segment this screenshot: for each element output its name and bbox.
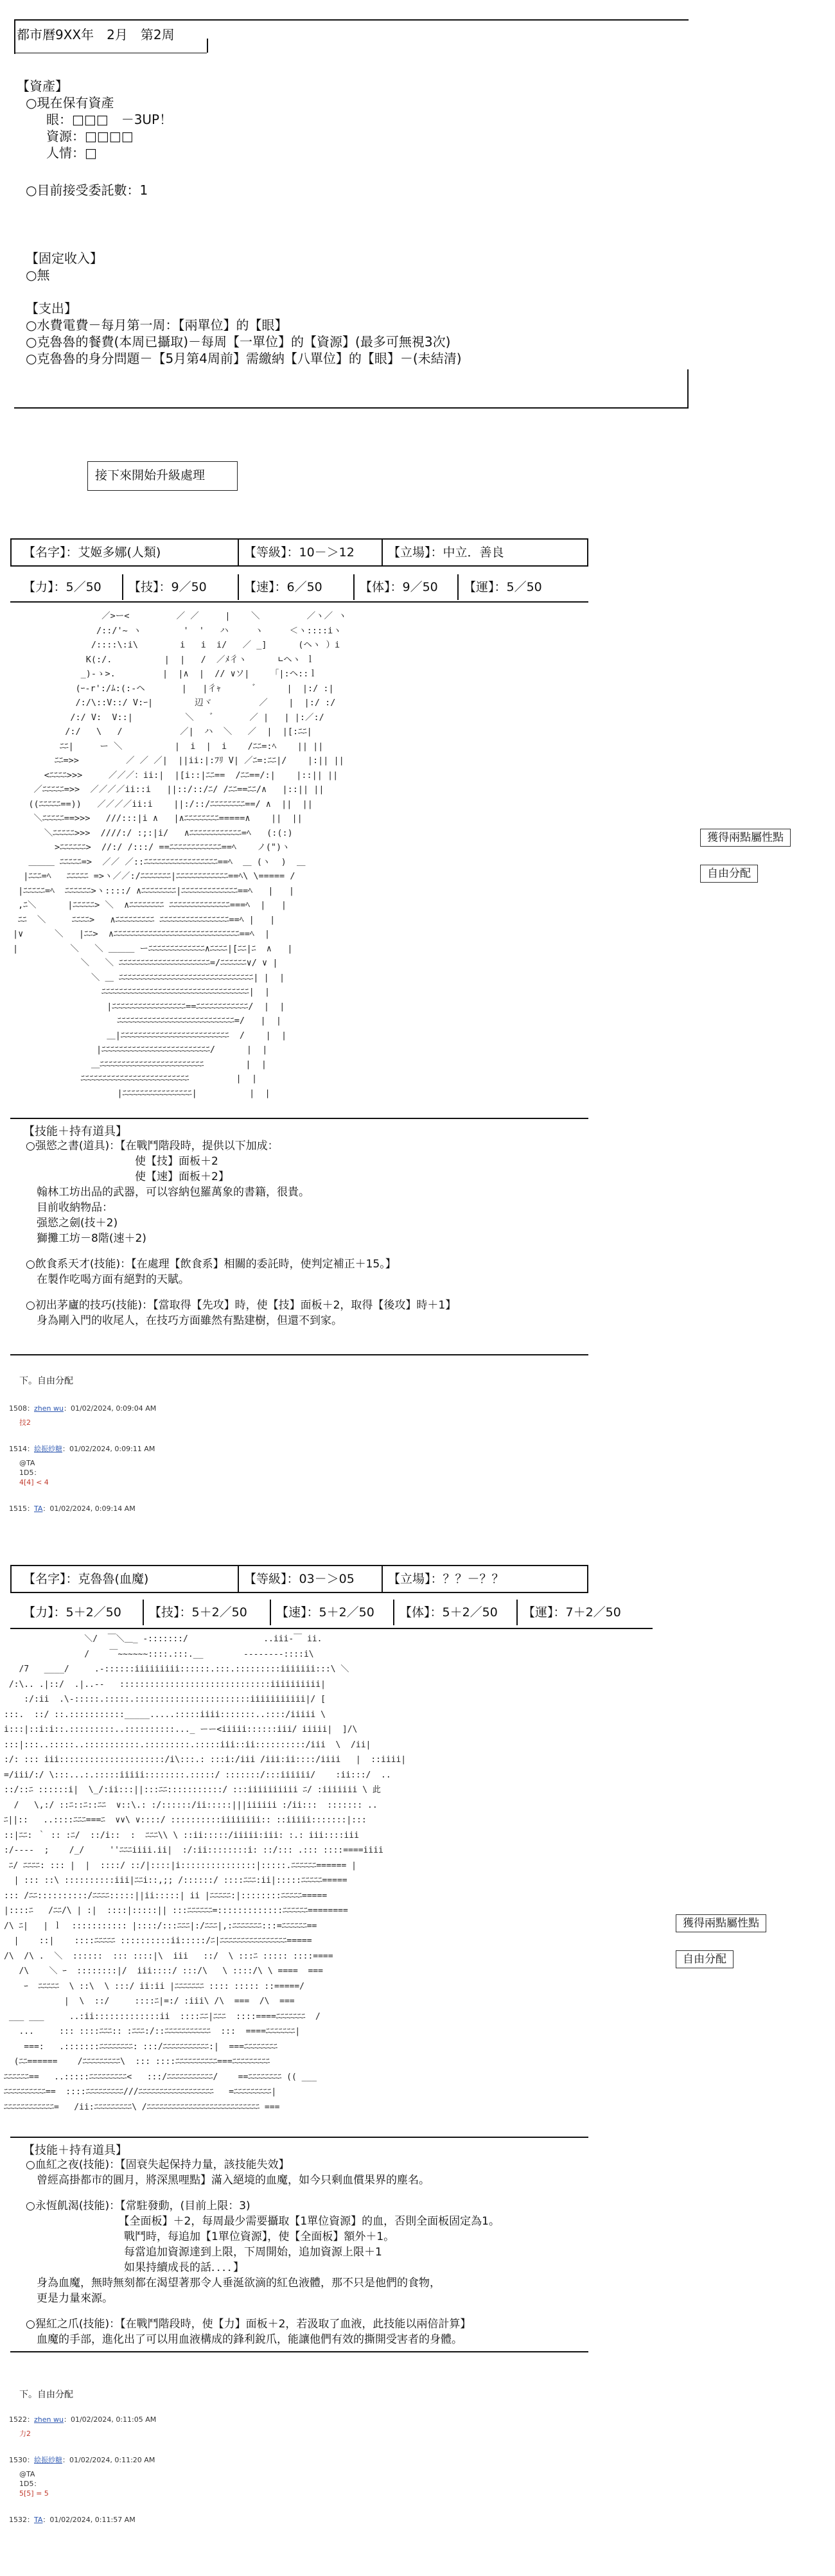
expense-title: 【支出】 [26, 301, 77, 316]
fixed-income-title: 【固定收入】 [26, 251, 103, 266]
char1-stat: 【運】：5／50 [464, 580, 542, 594]
asset-item: 資源：□□□□ [46, 128, 134, 144]
skill-line: 身為剛入門的收尾人，在技巧方面雖然有點建樹，但還不到家。 [26, 1314, 342, 1327]
char2-stat: 【速】：5＋2／50 [276, 1605, 374, 1619]
comment-time: ：01/02/2024, 0:09:14 AM [42, 1504, 136, 1513]
comment-body-line: 技2 [19, 1418, 31, 1427]
char2-ascii-art-text: ＼/ ￣＼＿_ -:::::::/ ..iii-￣ ii. / ￣~~~~~~::::.:::.__ --------::::i\ /7 ____/ .-::::::iiiiiiiii::::::.:::.:::::::::iiiiiii:::\ ＼ /:\.. .|::/ .|..-- ::::::::::::::::::::::::::::::iiiiiiiiii| :/:ii .\-:::::.:::::.:::::::::::::::::::::::iiiiiiiiiii|/ [ :::. ::/ ::.:::::::::::_____.....:::::iiii:::::::..::::/iiiii \ i:::|::i:i::.:::::::::..::::::::::..._ ーー<iiiii::::::iii/ iiiii| ]/\ :::|:::..:::::..:::::::::::.:::::::::.:::::iii::ii::::::::::/iii \ /ii| :/: ::: iii:::::::::::::::::::::/i\:::.: :::i:/iii /iii:ii::::/iiii | ::iiii| =/iii/:/ \:::...:.:::::iiiii::::::::.:::::/ :::::::/:::iiiiii/ :ii:::/ .. ::/::ﾆ ::::::i| \_/:ii:::||:::ﾆﾆ:::::::::::/ :::iiiiiiiiii ﾆ/ :iiiiiii \ 此 / \,:/ ::ﾆ::ﾆ::ﾆﾆ ∨::\.: :/::::::/ii:::::|||iiiiii :/ii::: ::::::: .. ﾆ||:: ..::::ﾆﾆﾆ===ﾆ ∨∨\ ∨::::/ ::::::::::iiiiiiii:: ::iiiii:::::::|::: ::|ﾆﾆ: ｀ :: :ﾆ/ ::/i:: : ﾆﾆﾆ\\ \ ::ii:::::/iiiii:iii: :.: iii::::iii :/---- ; /_/ ''ﾆﾆﾆiiii.ii| :/:ii::::::::i: ::/::: .::: ::::====iiii ﾆ/ ﾆﾆﾆﾆ: ::: | | ::::/ ::/|::::|i:::::::::::::::|:::::.ﾆﾆﾆﾆﾆﾆ====== | | ::: ::\ ::::::::::iii|ﾆﾆi::,;; /::::::/ ::::ﾆﾆﾆ:ii|:::::ﾆﾆﾆﾆﾆ===== ::: /ﾆﾆ::::::::::/ﾆﾆﾆﾆ:::::||ii:::::| ii |ﾆﾆﾆﾆﾆ:|::::::::ﾆﾆﾆﾆﾆ===== |::::ﾆ /ﾆﾆ/\ | :| ::::|:::::|| :::ﾆﾆﾆﾆﾆﾆ=:::::::::::::ﾆﾆﾆﾆﾆﾆ======== /\ ﾆ| | ｌ ::::::::::: |::::/:::ﾆﾆﾆ|:/ﾆﾆﾆ|,:ﾆﾆﾆﾆﾆﾆﾆ:::=ﾆﾆﾆﾆﾆﾆ== | ::| ::::ﾆﾆﾆﾆﾆ ::::::::::ii:::::/ﾆ|ﾆﾆﾆﾆﾆﾆﾆﾆﾆﾆﾆﾆﾆﾆﾆﾆ===== /\ /\ . ＼ :::::: ::: ::::|\ iii ::/ \ :::ﾆ ::::: ::::==== /\ ＼ ｰ ::::::::|/ iii::::/ :::/\ \ ::::/\ \ ==== === ｰ ﾆﾆﾆﾆﾆ \ ::\ \ :::/ ii:ii |ﾆﾆﾆﾆﾆﾆﾆ :::: ::::: ::=====/ | \ ::/ ::::ﾆ|=:/ :iii\ /\ === /\ === ___ ___ ..:ii:::::::::::::ii ::::ﾆﾆ|ﾆﾆﾆ ::::====ﾆﾆﾆﾆﾆﾆﾆ / ... ::: ::::ﾆﾆﾆ:: :ﾆﾆﾆ:/::ﾆﾆﾆﾆﾆﾆﾆﾆﾆﾆﾆ ::: ====ﾆﾆﾆﾆﾆﾆﾆ| ===: .:::::::ﾆﾆﾆﾆﾆﾆﾆﾆ: :::/ﾆﾆﾆﾆﾆﾆﾆﾆﾆﾆﾆ:| ===ﾆﾆﾆﾆﾆﾆﾆﾆ (ﾆﾆ====== /ﾆﾆﾆﾆﾆﾆﾆﾆﾆ\ ::: ::::ﾆﾆﾆﾆﾆﾆﾆﾆﾆﾆ===ﾆﾆﾆﾆﾆﾆﾆﾆﾆ ﾆﾆﾆﾆﾆﾆ== ..:::::ﾆﾆﾆﾆﾆﾆﾆﾆﾆ< :::/ﾆﾆﾆﾆﾆﾆﾆﾆﾆﾆﾆ/ ==ﾆﾆﾆﾆﾆﾆﾆﾆ (( ___ ﾆﾆﾆﾆﾆﾆﾆﾆﾆﾆ== ::::ﾆﾆﾆﾆﾆﾆﾆﾆﾆ///ﾆﾆﾆﾆﾆﾆﾆﾆﾆﾆﾆﾆﾆﾆﾆﾆﾆﾆ =ﾆﾆﾆﾆﾆﾆﾆﾆﾆ| ﾆﾆﾆﾆﾆﾆﾆﾆﾆﾆﾆﾆ= /ii:ﾆﾆﾆﾆﾆﾆﾆﾆﾆ\ /ﾆﾆﾆﾆﾆﾆﾆﾆﾆﾆﾆﾆﾆﾆﾆﾆﾆﾆﾆﾆﾆﾆﾆﾆﾆﾆﾆ === [4, 1634, 407, 2112]
skill-line: 身為血魔，無時無刻都在渴望著那令人垂涎欲滴的紅色液體，那不只是他們的食物， [26, 2277, 441, 2289]
skill-line: 血魔的手部，進化出了可以用血液構成的鋒利銳爪，能讓他們有效的撕開受害者的身體。 [26, 2333, 462, 2346]
comment-body-line: 4[4] < 4 [19, 1478, 49, 1486]
char1-top-rule [10, 538, 588, 540]
char2-level: 【等級】：03－＞05 [244, 1572, 355, 1586]
skill-line: 目前收納物品： [26, 1201, 113, 1214]
skill-line: 每當追加資源達到上限，下周開始，追加資源上限＋1 [26, 2246, 382, 2259]
asset-item: ○現在保有資產 [26, 95, 114, 110]
comment-id: 1530： [9, 2456, 34, 2464]
char2-sep [382, 1565, 383, 1592]
char1-free-allocate-button[interactable]: 自由分配 [700, 865, 758, 883]
char1-sep [238, 538, 239, 565]
char2-skills-end-rule [10, 2351, 588, 2352]
char1-skills-title: 【技能＋持有道具】 [23, 1125, 127, 1138]
asset-item: 人情：□ [46, 145, 97, 161]
char2-mid-rule [10, 1592, 588, 1593]
assets-title: 【資產】 [17, 78, 68, 94]
comment-user-link[interactable]: 絵振紗糖 [34, 1445, 62, 1453]
skill-line: ○血紅之夜(技能)：【固衰失起保持力量，該技能失效】 [26, 2158, 290, 2171]
char1-stat: 【技】：9／50 [128, 580, 207, 594]
char1-stat-sep [238, 574, 239, 600]
comment-header [9, 2516, 136, 2525]
char1-gain-points-label: 獲得兩點屬性點 [700, 829, 791, 847]
char1-rule-right [587, 538, 588, 565]
date-label: 都市曆9XX年 2月 第2周 [17, 27, 175, 42]
skill-line: 使【技】面板＋2 [26, 1155, 218, 1168]
char1-ascii-art-text: ／>ー< ／ ／ | ＼ ／ヽ／ ヽ /::/'~ ヽ ' ' ハ ヽ ＜ヽ::::iヽ /::::\:i\ i i i/ ／ _] (ヘヽ ）i K(:/. | | / ／ﾒ彳ヽ ∟ヘヽ ｌ _)-ゝ>. | |∧ | // ∨ソ| 「|:ヘ::ｌ (ｰ-r':/ﾑ:(:-ヘ | |彳ｬ ゛ | |:/ :| /:/\::V::/ V:ｰ| 辺ヾ ／ | |:/ :/ /:/ V: V::| ＼ ゛ ／ | | |:／:/ /:/ \ / ／| ハ ＼ ／ | |[:ﾆﾆ| ﾆﾆ| ー ＼ | i | i /ﾆﾆ=:ﾍ || || ﾆﾆ=>> ／ ／ ／| ||ii:|:ﾌﾘ V| ／ﾆ=:ﾆﾆ|/ |:|| || <ﾆﾆﾆﾆ>>> ／／／：ii:| |[i::|ﾆﾆ== /ﾆﾆ==/:| |::|| || ／ﾆﾆﾆﾆﾆ=>> ／／／／ii::i ||::/::/ﾆ/ /ﾆﾆ==ﾆﾆ/∧ |::|| || ((ﾆﾆﾆﾆﾆ==)) ／／／／ii:i ||:/::/ﾆﾆﾆﾆﾆﾆﾆﾆ==/ ∧ || || ＼ﾆﾆﾆﾆﾆ==>>> ///:::|i ∧ |∧ﾆﾆﾆﾆﾆﾆﾆﾆ=====∧ || || ＼ﾆﾆﾆﾆﾆ>>> ////:/ :;:|i/ ∧ﾆﾆﾆﾆﾆﾆﾆﾆﾆﾆﾆﾆ=ﾍ (:(:) >ﾆﾆﾆﾆﾆﾆ> //:/ /:::/ ==ﾆﾆﾆﾆﾆﾆﾆﾆﾆﾆﾆﾆ==ﾍ ノ(")ヽ ＿＿＿ ﾆﾆﾆﾆﾆ=> ／／ ／::ﾆﾆﾆﾆﾆﾆﾆﾆﾆﾆﾆﾆﾆﾆﾆﾆﾆ==ﾍ ＿ (ヽ ) ＿ |ﾆﾆﾆ=ﾍ ﾆﾆﾆﾆﾆ =>ヽ／／:/ﾆﾆﾆﾆﾆﾆﾆ|ﾆﾆﾆﾆﾆﾆﾆﾆﾆﾆﾆﾆ==ﾍ\ \===== / |ﾆﾆﾆﾆﾆ=ﾍ ﾆﾆﾆﾆﾆﾆ>ヽ::::/ ∧ﾆﾆﾆﾆﾆﾆﾆﾆ|ﾆﾆﾆﾆﾆﾆﾆﾆﾆﾆﾆﾆﾆ==ﾍ | | ,ﾆ＼ |ﾆﾆﾆﾆﾆ> ＼ ∧ﾆﾆﾆﾆﾆﾆﾆﾆ ﾆﾆﾆﾆﾆﾆﾆﾆﾆﾆﾆﾆﾆﾆ===ﾍ | | ﾆﾆ ＼ ﾆﾆﾆﾆ> ∧ﾆﾆﾆﾆﾆﾆﾆﾆﾆ ﾆﾆﾆﾆﾆﾆﾆﾆﾆﾆﾆﾆﾆﾆﾆﾆ==ﾍ | | |∨ ＼ |ﾆﾆ> ∧ﾆﾆﾆﾆﾆﾆﾆﾆﾆﾆﾆﾆﾆﾆﾆﾆﾆﾆﾆﾆﾆﾆﾆﾆﾆﾆﾆﾆﾆ==ﾍ | | ＼ ＼ ＿＿＿ ーﾆﾆﾆﾆﾆﾆﾆﾆﾆﾆﾆﾆﾆ∧ﾆﾆﾆﾆ|[ﾆﾆ|ﾆ ∧ | ＼ ＼ ﾆﾆﾆﾆﾆﾆﾆﾆﾆﾆﾆﾆﾆﾆﾆﾆﾆﾆﾆﾆﾆ=/ﾆﾆﾆﾆﾆﾆ∨/ ∨ | ＼ ＿ ﾆﾆﾆﾆﾆﾆﾆﾆﾆﾆﾆﾆﾆﾆﾆﾆﾆﾆﾆﾆﾆﾆﾆﾆﾆﾆﾆﾆﾆﾆﾆ| | | ﾆﾆﾆﾆﾆﾆﾆﾆﾆﾆﾆﾆﾆﾆﾆﾆﾆﾆﾆﾆﾆﾆﾆﾆﾆﾆﾆﾆﾆﾆﾆﾆﾆﾆ| | |ﾆﾆﾆﾆﾆﾆﾆﾆﾆﾆﾆﾆﾆﾆﾆﾆﾆ==ﾆﾆﾆﾆﾆﾆﾆﾆﾆﾆﾆﾆ/ | | ﾆﾆﾆﾆﾆﾆﾆﾆﾆﾆﾆﾆﾆﾆﾆﾆﾆﾆﾆﾆﾆﾆﾆﾆﾆﾆﾆ=/ | | ＿|ﾆﾆﾆﾆﾆﾆﾆﾆﾆﾆﾆﾆﾆﾆﾆﾆﾆﾆﾆﾆﾆﾆﾆﾆﾆ / | | |ﾆﾆﾆﾆﾆﾆﾆﾆﾆﾆﾆﾆﾆﾆﾆﾆﾆﾆﾆﾆﾆﾆﾆﾆﾆ/ | | ＿ﾆﾆﾆﾆﾆﾆﾆﾆﾆﾆﾆﾆﾆﾆﾆﾆﾆﾆﾆﾆﾆﾆﾆﾆ | | ﾆﾆﾆﾆﾆﾆﾆﾆﾆﾆﾆﾆﾆﾆﾆﾆﾆﾆﾆﾆﾆﾆﾆﾆﾆ | | |ﾆﾆﾆﾆﾆﾆﾆﾆﾆﾆﾆﾆﾆﾆﾆﾆ| | | [13, 611, 347, 1098]
char2-free-allocate-button[interactable]: 自由分配 [676, 1950, 734, 1968]
char2-stance: 【立場】：？？－？？ [388, 1572, 504, 1586]
char2-rule-right [587, 1565, 588, 1592]
skill-line: ○飲食系天才(技能)：【在處理【飲食系】相關的委託時，使判定補正＋15。】 [26, 1258, 396, 1271]
char1-stat-sep [122, 574, 123, 600]
char2-stat: 【体】：5＋2／50 [400, 1605, 498, 1619]
comment-time: ：01/02/2024, 0:11:57 AM [42, 2516, 136, 2524]
comment-body-line: @TA [19, 2470, 35, 2478]
comment-id: 1532： [9, 2516, 34, 2524]
comment-id: 1522： [9, 2415, 34, 2424]
char1-stat: 【速】：6／50 [244, 580, 322, 594]
char1-stat: 【力】：5／50 [23, 580, 101, 594]
char1-mid-rule [10, 565, 588, 567]
comment-user-link[interactable]: zhen wu [34, 2415, 64, 2424]
comment-time: ：01/02/2024, 0:11:05 AM [63, 2415, 157, 2424]
comment-header [9, 2415, 156, 2424]
char2-stat-rule [10, 1628, 653, 1629]
char2-footer: 下。自由分配 [19, 2390, 73, 2400]
comment-header [9, 1445, 155, 1454]
header-right-bracket [687, 369, 689, 408]
header-left-bracket [14, 19, 15, 54]
comment-id: 1508： [9, 1404, 34, 1413]
comment-body-line: 1D5： [19, 2480, 41, 2488]
char2-skills-rule [10, 2137, 588, 2138]
comment-user-link[interactable]: TA [34, 1504, 43, 1513]
comment-user-link[interactable]: TA [34, 2516, 43, 2524]
char2-skills-title: 【技能＋持有道具】 [23, 2144, 127, 2157]
comment-body-line: @TA [19, 1459, 35, 1467]
char2-stat: 【運】：7＋2／50 [523, 1605, 621, 1619]
char2-stat: 【技】：5＋2／50 [149, 1605, 247, 1619]
skill-line: 在製作吃喝方面有絕對的天賦。 [26, 1273, 189, 1286]
skill-line: ○强慾之書(道具)：【在戰鬥階段時，提供以下加成： [26, 1140, 279, 1152]
comment-id: 1514： [9, 1445, 34, 1453]
char2-sep [238, 1565, 239, 1592]
header-bottom-rule [14, 407, 689, 409]
comment-header [9, 2456, 155, 2465]
date-right-bracket [207, 39, 208, 53]
comment-time: ：01/02/2024, 0:09:04 AM [63, 1404, 157, 1413]
comment-body-line: 力2 [19, 2430, 31, 2438]
comment-time: ：01/02/2024, 0:09:11 AM [62, 1445, 155, 1453]
char1-stat-rule [10, 601, 588, 603]
char2-name: 【名字】：克魯魯(血魔) [23, 1572, 149, 1586]
char1-level: 【等級】：10－＞12 [244, 545, 355, 560]
skill-line: 翰林工坊出品的武器，可以容納包羅萬象的書籍，很貴。 [26, 1186, 310, 1199]
char1-name: 【名字】：艾姬多娜(人類) [23, 545, 161, 560]
char2-stat: 【力】：5＋2／50 [23, 1605, 121, 1619]
char2-stat-sep [516, 1600, 518, 1625]
char1-stat-sep [353, 574, 355, 600]
comment-user-link[interactable]: zhen wu [34, 1404, 64, 1413]
skill-line: 更是力量來源。 [26, 2292, 113, 2305]
char2-ascii-art [4, 1632, 646, 2133]
skill-line: 戰鬥時，每追加【1單位資源】，使【全面板】額外＋1。 [26, 2230, 395, 2243]
skill-line: 獅攤工坊－8階(速＋2) [26, 1232, 146, 1245]
char1-rule-left [10, 538, 12, 565]
fixed-income-item: ○無 [26, 267, 50, 283]
skill-line: 【全面板】＋2，每周最少需要攝取【1單位資源】的血，否則全面板固定為1。 [26, 2215, 500, 2228]
char2-gain-points-label: 獲得兩點屬性點 [676, 1914, 766, 1932]
char1-stance: 【立場】：中立．善良 [388, 545, 504, 560]
skill-line: 强慾之劍(技＋2) [26, 1217, 118, 1230]
char1-skills-end-rule [10, 1354, 588, 1355]
skill-line: 使【速】面板＋2】 [26, 1170, 229, 1183]
char2-top-rule [10, 1565, 588, 1566]
comment-user-link[interactable]: 絵振紗糖 [34, 2456, 62, 2464]
comment-time: ：01/02/2024, 0:11:20 AM [62, 2456, 155, 2464]
skill-line: 曾經高掛都市的圓月，將深黑哩點】滿入絕境的血魔，如今只剩血償果界的塵名。 [26, 2174, 430, 2187]
comment-header [9, 1404, 156, 1413]
char2-rule-left [10, 1565, 12, 1592]
comment-body-line: 5[5] = 5 [19, 2489, 49, 2498]
char1-stat: 【体】：9／50 [360, 580, 438, 594]
asset-item: 眼：□□□ －3UP！ [46, 112, 173, 127]
expense-item: ○克魯魯的餐費(本周已攝取)－每周【一單位】的【資源】(最多可無視3次) [26, 334, 451, 349]
header-top-rule [14, 19, 689, 21]
char1-stat-sep [457, 574, 459, 600]
upgrade-notice-text: 接下來開始升級處理 [95, 468, 206, 482]
char1-footer: 下。自由分配 [19, 1376, 73, 1386]
comment-header [9, 1504, 136, 1513]
char1-sep [382, 538, 383, 565]
char1-ascii-art [13, 609, 591, 1116]
expense-item: ○克魯魯的身分問題－【5月第4周前】需繳納【八單位】的【眼】－(未結清) [26, 351, 462, 366]
skill-line: ○猩紅之爪(技能)：【在戰鬥階段時，使【力】面板＋2，若汲取了血液，此技能以兩倍計算】 [26, 2318, 471, 2331]
expense-item: ○水費電費－每月第一周：【兩單位】的【眼】 [26, 317, 288, 333]
char2-stat-sep [393, 1600, 394, 1625]
comment-id: 1515： [9, 1504, 34, 1513]
char2-stat-sep [143, 1600, 144, 1625]
char2-stat-sep [270, 1600, 271, 1625]
char1-skills-rule [10, 1118, 588, 1119]
skill-line: 如果持續成長的話．．．．】 [26, 2261, 244, 2274]
comment-body-line: 1D5： [19, 1469, 41, 1477]
asset-item: ○目前接受委託數：1 [26, 182, 148, 198]
skill-line: ○初出茅廬的技巧(技能)：【當取得【先攻】時，使【技】面板＋2，取得【後攻】時＋1】 [26, 1299, 457, 1312]
skill-line: ○永恆飢渴(技能)：【常駐發動，(目前上限：3) [26, 2200, 251, 2212]
